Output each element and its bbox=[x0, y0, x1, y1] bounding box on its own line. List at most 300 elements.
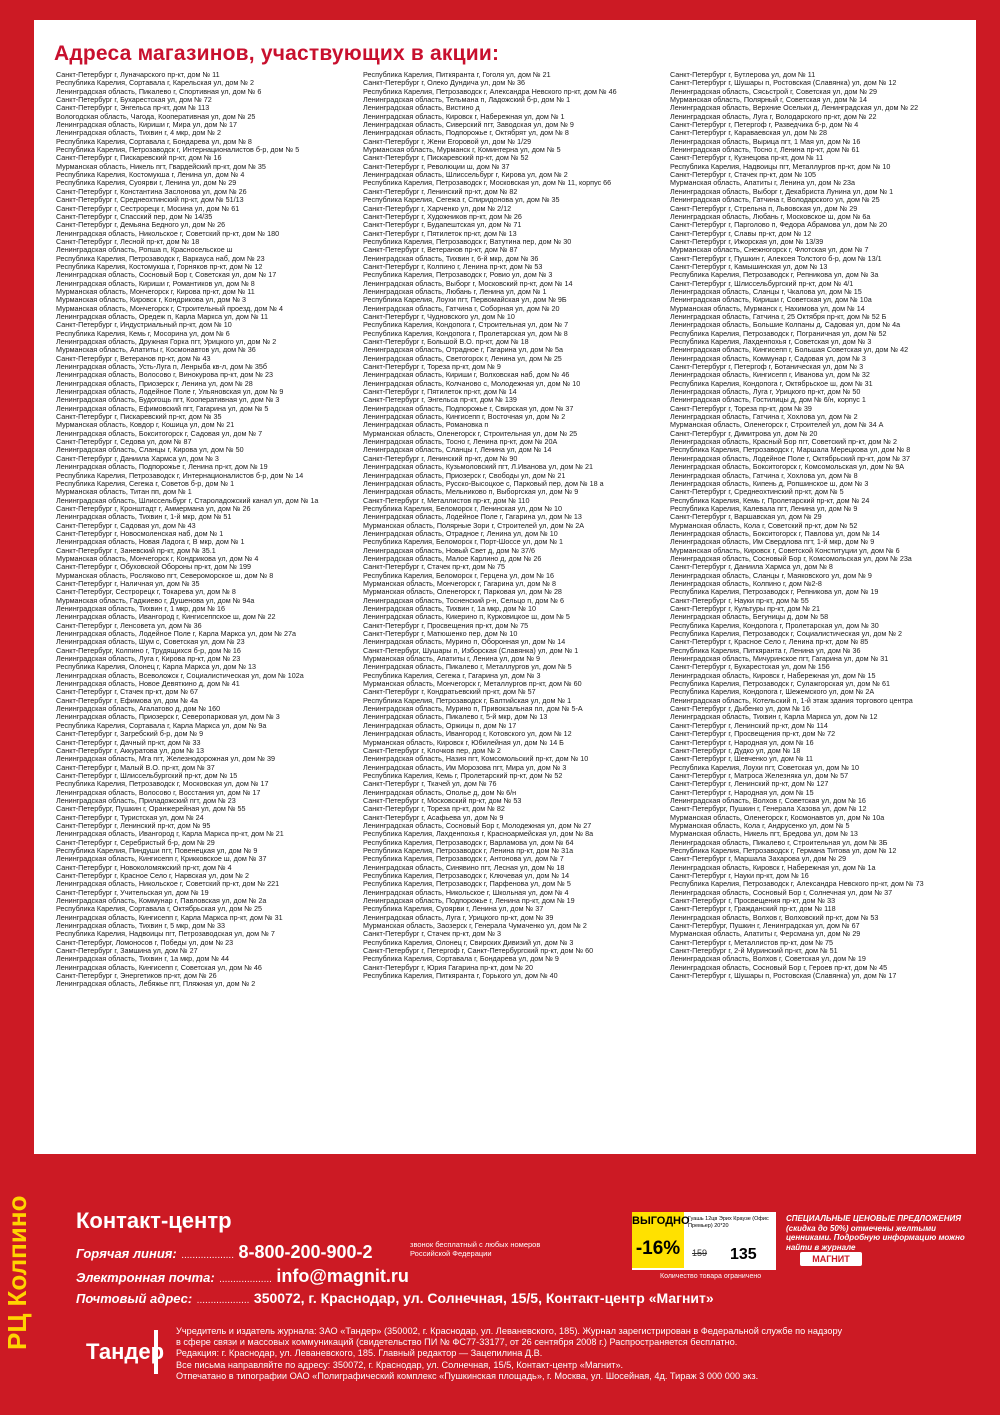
store-address: Ленинградская область, Тихвин г, 1а мкр, дом № 44 bbox=[56, 955, 229, 964]
store-address: Республика Карелия, Кондопога г, Пролетарская ул, дом № 8 bbox=[363, 329, 568, 338]
store-address: Санкт-Петербург, Шушары п, Изборская (Славянка) ул, дом № 1 bbox=[363, 646, 579, 655]
store-address: Ленинградская область, Гостилицы д, дом № 6/н, корпус 1 bbox=[670, 396, 866, 405]
store-address: Республика Карелия, Беломорск г, Герцена ул, дом № 16 bbox=[363, 571, 554, 580]
store-address: Республика Карелия, Кондопога г, Октябрьское ш, дом № 31 bbox=[670, 379, 873, 388]
store-address: Ленинградская область, Ропша п, Красносельское ш bbox=[56, 246, 233, 255]
store-address: Республика Карелия, Петрозаводск г, Антонова ул, дом № 7 bbox=[363, 855, 564, 864]
store-address: Ленинградская область, Будогощь пгт, Кооперативная ул, дом № 3 bbox=[56, 396, 280, 405]
store-address: Ленинградская область, Тихвин г, 4 мкр, дом № 2 bbox=[56, 129, 221, 138]
store-address: Санкт-Петербург г, Красное Село г, Ленина пр-кт, дом № 85 bbox=[670, 638, 869, 647]
store-address: Санкт-Петербург г, Демьяна Бедного ул, дом № 26 bbox=[56, 221, 226, 230]
store-address: Санкт-Петербург г, Металлистов пр-кт, дом № 75 bbox=[670, 938, 833, 947]
store-address: Республика Карелия, Питкяранта г, Горького ул, дом № 40 bbox=[363, 972, 558, 981]
hotline-row bbox=[76, 1242, 373, 1263]
store-address: Мурманская область, Апатиты г, Космонавтов ул, дом № 36 bbox=[56, 346, 256, 355]
store-address: Ленинградская область, Оржицы п, дом № 17 bbox=[363, 721, 517, 730]
store-address: Республика Карелия, Питкяранта г, Гоголя ул, дом № 21 bbox=[363, 71, 551, 79]
store-address: Ленинградская область, Тихвин г, 5 мкр, дом № 33 bbox=[56, 922, 225, 931]
store-address: Республика Карелия, Петрозаводск г, Пограничная ул, дом № 52 bbox=[670, 329, 887, 338]
store-address: Санкт-Петербург г, Просвещения пр-кт, дом № 33 bbox=[670, 897, 836, 906]
store-address: Ленинградская область, Сосновый Бор г, Молодежная ул, дом № 27 bbox=[363, 821, 592, 830]
promo-quantity-note: Количество товара ограничено bbox=[660, 1273, 762, 1280]
store-address: Республика Карелия, Петрозаводск г, Маршала Мерецкова ул, дом № 8 bbox=[670, 446, 911, 455]
store-address: Ленинградская область, Сосновый Бор г, Героев пр-кт, дом № 45 bbox=[670, 963, 888, 972]
email-dots: ................... bbox=[219, 1274, 272, 1285]
store-address: Ленинградская область, Кингисепп г, Восточная ул, дом № 2 bbox=[363, 413, 566, 422]
store-address: Ленинградская область, Приозерск г, Свободы ул, дом № 21 bbox=[363, 471, 566, 480]
store-address: Ленинградская область, Кингисепп г, Карла Маркса пр-кт, дом № 31 bbox=[56, 913, 283, 922]
store-address: Санкт-Петербург г, Петергоф г, Санкт-Петербургский пр-кт, дом № 60 bbox=[363, 947, 594, 956]
store-address: Ленинградская область, Ивангород г, Кингисеппское ш, дом № 22 bbox=[56, 613, 276, 622]
store-address: Мурманская область, Мончегорск г, Кондрикова ул, дом № 4 bbox=[56, 554, 259, 563]
store-address: Санкт-Петербург г, Энгельса пр-кт, дом № 113 bbox=[56, 104, 210, 113]
store-address: Республика Карелия, Петрозаводск г, Ленина пр-кт, дом № 31а bbox=[363, 846, 574, 855]
store-address: Ленинградская область, Шум с, Советская ул, дом № 23 bbox=[56, 638, 245, 647]
store-address: Санкт-Петербург г, Кондратьевский пр-кт, дом № 57 bbox=[363, 688, 536, 697]
store-address: Республика Карелия, Петрозаводск г, Александра Невского пр-кт, дом № 73 bbox=[670, 880, 924, 889]
store-address: Республика Карелия, Калевала пгт, Ленина ул, дом № 9 bbox=[670, 504, 858, 513]
store-address: Санкт-Петербург г, Стачек пр-кт, дом № 67 bbox=[56, 688, 199, 697]
store-address: Санкт-Петербург г, Среднеохтинский пр-кт, дом № 51/13 bbox=[56, 196, 244, 205]
store-address: Ленинградская область, Бокситогорск г, Павлова ул, дом № 14 bbox=[670, 529, 880, 538]
store-address: Санкт-Петербург г, Матюшенко пер, дом № 10 bbox=[363, 630, 518, 639]
store-address: Санкт-Петербург, Пушкин г, Генерала Хазова ул, дом № 12 bbox=[670, 805, 867, 814]
store-address: Ленинградская область, Любань г, Ленина ул, дом № 1 bbox=[363, 287, 547, 296]
store-address: Ленинградская область, Тихвин г, 1а мкр, дом № 10 bbox=[363, 605, 536, 613]
store-address: Мурманская область, Никель пгт, Бредова ул, дом № 13 bbox=[670, 830, 858, 839]
store-address: Ленинградская область, Лодейное Поле г, Карла Маркса ул, дом № 27а bbox=[56, 630, 296, 639]
store-address: Санкт-Петербург г, Ленинский пр-кт, дом № 82 bbox=[363, 187, 518, 196]
store-address: Санкт-Петербург г, Большой В.О. пр-кт, дом № 18 bbox=[363, 338, 529, 346]
store-address: Ленинградская область, Кингисепп г, Иванова ул, дом № 32 bbox=[670, 371, 870, 380]
store-address: Республика Карелия, Петрозаводск г, Репникова ул, дом № 19 bbox=[670, 588, 879, 597]
price-tag-example bbox=[632, 1212, 776, 1270]
store-address: Ленинградская область, Шлиссельбург г, Староладожский канал ул, дом № 1а bbox=[56, 496, 319, 505]
store-address: Ленинградская область, Агалатово д, дом № 160 bbox=[56, 705, 221, 714]
store-address: Республика Карелия, Суоярви г, Ленина ул, дом № 37 bbox=[363, 905, 544, 914]
store-address: Республика Карелия, Беломорск г, Порт-Шоссе ул, дом № 1 bbox=[363, 538, 564, 547]
store-address: Республика Карелия, Кондопога г, Шежемского ул, дом № 2А bbox=[670, 688, 875, 697]
address-column-3 bbox=[670, 71, 970, 980]
store-address: Ленинградская область, Приозерск г, Северопарковая ул, дом № 3 bbox=[56, 713, 280, 722]
store-address: Мурманская область, Заозерск г, Генерала Чумаченко ул, дом № 2 bbox=[363, 922, 587, 931]
store-address: Санкт-Петербург г, Маршала Захарова ул, дом № 29 bbox=[670, 855, 847, 864]
store-address: Ленинградская область, Подпорожье г, Свирская ул, дом № 37 bbox=[363, 404, 574, 413]
store-address: Ленинградская область, Пикалево г, Металлургов ул, дом № 5 bbox=[363, 663, 572, 672]
store-address: Санкт-Петербург г, Наличная ул, дом № 35 bbox=[56, 579, 200, 588]
contact-center-title: Контакт-центр bbox=[76, 1208, 232, 1233]
store-address: Санкт-Петербург г, Науки пр-кт, дом № 16 bbox=[670, 872, 809, 880]
address-column-2 bbox=[363, 71, 668, 980]
store-address: Санкт-Петербург г, Матроса Железняка ул, дом № 57 bbox=[670, 771, 849, 780]
store-address: Санкт-Петербург г, Ветеранов пр-кт, дом № 87 bbox=[363, 246, 518, 255]
store-address: Ленинградская область, Гатчина г, Володарского ул, дом № 25 bbox=[670, 196, 880, 205]
store-address: Санкт-Петербург г, Индустриальный пр-кт, дом № 10 bbox=[56, 321, 232, 330]
store-address: Санкт-Петербург г, Художников пр-кт, дом № 26 bbox=[363, 212, 522, 221]
store-address: Республика Карелия, Лоухи пгт, Первомайская ул, дом № 9Б bbox=[363, 296, 567, 305]
store-address: Ленинградская область, Ополье д, дом № 6/н bbox=[363, 788, 517, 797]
store-address: Санкт-Петербург, Колпино г, Трудящихся б-р, дом № 16 bbox=[56, 646, 241, 655]
store-address: Республика Карелия, Кемь г, Пролетарский пр-кт, дом № 52 bbox=[363, 771, 563, 780]
store-address: Республика Карелия, Кондопога г, Строительная ул, дом № 7 bbox=[363, 321, 569, 330]
store-address: Санкт-Петербург г, Просвещения пр-кт, дом № 72 bbox=[670, 730, 836, 739]
store-address: Мурманская область, Кировск г, Советской Конституции ул, дом № 6 bbox=[670, 546, 900, 555]
store-address: Санкт-Петербург г, Ленинский пр-кт, дом № 127 bbox=[670, 780, 829, 789]
legal-text bbox=[176, 1326, 976, 1382]
store-address: Мурманская область, Никель пгт, Гвардейский пр-кт, дом № 35 bbox=[56, 162, 266, 171]
store-address: Ленинградская область, Большие Колпаны д, Садовая ул, дом № 4а bbox=[670, 321, 901, 330]
store-address: Ленинградская область, Красный Бор пгт, Советский пр-кт, дом № 2 bbox=[670, 438, 897, 447]
store-address: Ленинградская область, Им Свердлова пгт, 1-й мкр, дом № 9 bbox=[670, 538, 875, 547]
store-address: Санкт-Петербург г, Пискаревский пр-кт, дом № 52 bbox=[363, 154, 529, 163]
store-address: Санкт-Петербург г, Новосмоленская наб, дом № 1 bbox=[56, 529, 224, 538]
store-address: Санкт-Петербург г, Ленсовета ул, дом № 36 bbox=[56, 621, 202, 630]
store-address: Санкт-Петербург г, Туристская ул, дом № 24 bbox=[56, 813, 204, 822]
store-address: Ленинградская область, Кингисепп г, Крикковское ш, дом № 37 bbox=[56, 855, 267, 864]
store-address: Ленинградская область, Подпорожье г, Ленина пр-кт, дом № 19 bbox=[56, 463, 268, 472]
email-label: Электронная почта: bbox=[76, 1270, 215, 1285]
store-address: Ленинградская область, Тихвин г, 6-й мкр, дом № 36 bbox=[363, 254, 539, 263]
store-address: Санкт-Петербург г, Садовая ул, дом № 43 bbox=[56, 521, 196, 530]
store-address: Санкт-Петербург г, Науки пр-кт, дом № 55 bbox=[670, 596, 809, 605]
store-address: Ленинградская область, Никольское г, Советский пр-кт, дом № 180 bbox=[56, 229, 280, 238]
store-address: Санкт-Петербург г, Пискаревский пр-кт, дом № 16 bbox=[56, 154, 222, 163]
store-address: Ленинградская область, Мга пгт, Железнодорожная ул, дом № 39 bbox=[56, 755, 275, 764]
store-address: Ленинградская область, Новый Свет д, дом № 37/6 bbox=[363, 546, 536, 555]
store-address: Мурманская область, Апатиты г, Ферсмана ул, дом № 29 bbox=[670, 930, 861, 939]
store-address: Республика Карелия, Беломорск г, Ленинская ул, дом № 10 bbox=[363, 504, 563, 513]
store-address: Санкт-Петербург г, Замшина ул, дом № 27 bbox=[56, 947, 198, 956]
store-address: Ленинградская область, Лодейное Поле г, Ульяновская ул, дом № 9 bbox=[56, 388, 284, 397]
store-address: Ленинградская область, Гатчина г, Хохлова ул, дом № 8 bbox=[670, 471, 858, 480]
store-address: Санкт-Петербург г, Бухарестская ул, дом № 156 bbox=[670, 663, 830, 672]
store-address: Ленинградская область, Дружная Горка пгт, Урицкого ул, дом № 2 bbox=[56, 338, 277, 346]
store-address: Мурманская область, Оленегорск г, Строительная ул, дом № 25 bbox=[363, 429, 578, 438]
store-address: Ленинградская область, Кириши г, Мира ул, дом № 17 bbox=[56, 121, 238, 130]
store-address: Ленинградская область, Волхов г, Советская ул, дом № 19 bbox=[670, 955, 866, 964]
store-address: Республика Карелия, Петрозаводск г, Интернационалистов б-р, дом № 5 bbox=[56, 146, 300, 155]
store-address: Ленинградская область, Кировск г, Набережная ул, дом № 1 bbox=[363, 112, 565, 121]
store-address: Санкт-Петербург г, Лесной пр-кт, дом № 18 bbox=[56, 237, 200, 246]
store-address: Мурманская область, Кола г, Андрусенко ул, дом № 5 bbox=[670, 821, 850, 830]
store-address: Санкт-Петербург г, Народная ул, дом № 15 bbox=[670, 788, 814, 797]
store-address: Санкт-Петербург г, Славы пр-кт, дом № 12 bbox=[670, 229, 812, 238]
store-address: Санкт-Петербург г, Юрия Гагарина пр-кт, дом № 20 bbox=[363, 963, 534, 972]
promo-old-price: 159 bbox=[692, 1248, 708, 1258]
store-address: Республика Карелия, Лоухи пгт, Советская ул, дом № 10 bbox=[670, 763, 859, 772]
store-address: Санкт-Петербург г, Ленинский пр-кт, дом № 95 bbox=[56, 821, 211, 830]
store-address: Ленинградская область, Никольское г, Советский пр-кт, дом № 221 bbox=[56, 880, 280, 889]
store-address: Ленинградская область, Пикалево г, Спортивная ул, дом № 6 bbox=[56, 87, 262, 96]
store-address: Республика Карелия, Суоярви г, Ленина ул, дом № 29 bbox=[56, 179, 237, 188]
store-address: Республика Карелия, Надвоицы пгт, Петрозаводская ул, дом № 7 bbox=[56, 930, 275, 939]
store-address: Санкт-Петербург г, Энергетиков пр-кт, дом № 26 bbox=[56, 972, 217, 981]
store-address: Санкт-Петербург г, Парголово п, Федора Абрамова ул, дом № 20 bbox=[670, 221, 887, 230]
store-address: Ленинградская область, Пикалево г, 5-й мкр, дом № 13 bbox=[363, 713, 548, 722]
store-address: Ленинградская область, Коммунар г, Садовая ул, дом № 3 bbox=[670, 354, 866, 363]
promo-discount: -16% bbox=[632, 1230, 684, 1268]
store-address: Санкт-Петербург г, Культуры пр-кт, дом № 21 bbox=[670, 605, 820, 613]
store-address: Ленинградская область, Тихвин г, 1-й мкр, дом № 51 bbox=[56, 513, 232, 522]
store-address: Санкт-Петербург г, Дыбенко ул, дом № 16 bbox=[670, 705, 810, 714]
store-address: Ленинградская область, Лодейное Поле г, Октябрьский пр-кт, дом № 37 bbox=[670, 454, 910, 463]
store-address: Санкт-Петербург г, Седова ул, дом № 87 bbox=[56, 438, 192, 447]
magnit-logo: МАГНИТ bbox=[800, 1252, 862, 1266]
store-address: Санкт-Петербург г, Караваевская ул, дом № 28 bbox=[670, 129, 827, 138]
store-address: Ленинградская область, Гатчина г, Хохлова ул, дом № 2 bbox=[670, 413, 858, 422]
store-address: Ленинградская область, Луга г, Урицкого пр-кт, дом № 50 bbox=[670, 388, 861, 397]
store-address: Санкт-Петербург г, Кронштадт г, Аммермана ул, дом № 26 bbox=[56, 504, 251, 513]
store-address: Санкт-Петербург г, Пятилеток пр-кт, дом № 14 bbox=[363, 388, 517, 397]
store-address: Ленинградская область, Бокситогорск г, Комсомольская ул, дом № 9А bbox=[670, 463, 905, 472]
store-address: Санкт-Петербург г, Луначарского пр-кт, дом № 11 bbox=[56, 71, 220, 79]
store-address: Ленинградская область, Синявино пгт, Лесная ул, дом № 18 bbox=[363, 863, 565, 872]
store-address: Мурманская область, Мончегорск г, Кирова пр-кт, дом № 11 bbox=[56, 287, 255, 296]
store-address: Ленинградская область, Верхние Осельки д, Ленинградская ул, дом № 22 bbox=[670, 104, 919, 113]
store-address: Санкт-Петербург г, Загребский б-р, дом № 9 bbox=[56, 730, 204, 739]
store-address: Ленинградская область, Выборг г, Декабриста Лунина ул, дом № 1 bbox=[670, 187, 894, 196]
store-address: Республика Карелия, Кемь г, Пролетарский пр-кт, дом № 24 bbox=[670, 496, 870, 505]
postal-row bbox=[76, 1290, 714, 1308]
store-address: Республика Карелия, Петрозаводск г, Московская ул, дом № 11, корпус 66 bbox=[363, 179, 612, 188]
store-address: Санкт-Петербург г, Петергоф г, Ботаническая ул, дом № 3 bbox=[670, 363, 864, 372]
store-address: Санкт-Петербург г, Кузнецова пр-кт, дом № 11 bbox=[670, 154, 824, 163]
store-address: Санкт-Петербург г, Димитрова ул, дом № 20 bbox=[670, 429, 818, 438]
store-address: Санкт-Петербург г, Харченко ул, дом № 2/12 bbox=[363, 204, 512, 213]
store-address: Ленинградская область, Сосновый Бор г, Советская ул, дом № 17 bbox=[56, 271, 277, 280]
store-address: Республика Карелия, Надвоицы пгт, Металлургов пр-кт, дом № 10 bbox=[670, 162, 891, 171]
store-address: Санкт-Петербург, Ломоносов г, Победы ул, дом № 23 bbox=[56, 938, 234, 947]
page-title: Адреса магазинов, участвующих в акции: bbox=[54, 42, 500, 65]
store-address: Санкт-Петербург г, Шушары п, Ростовская (Славянка) ул, дом № 17 bbox=[670, 972, 897, 981]
tander-logo: Тандер bbox=[86, 1330, 158, 1374]
store-address: Ленинградская область, Гатчина г, 25 Октября пр-кт, дом № 52 Б bbox=[670, 312, 887, 321]
store-address: Санкт-Петербург г, Ефимова ул, дом № 4а bbox=[56, 696, 198, 705]
store-address: Санкт-Петербург г, Тореза пр-кт, дом № 39 bbox=[670, 404, 812, 413]
store-address: Ленинградская область, Мурино п, Привокзальная пл, дом № 5-А bbox=[363, 705, 583, 714]
address-column-1 bbox=[56, 71, 361, 989]
store-address: Ленинградская область, Кикерино п, Курковицкое ш, дом № 5 bbox=[363, 613, 570, 622]
email-row bbox=[76, 1266, 409, 1287]
store-address: Санкт-Петербург, Пушкин г, Ленинградская ул, дом № 67 bbox=[670, 922, 860, 931]
store-address: Республика Карелия, Петрозаводск г, Александра Невского пр-кт, дом № 46 bbox=[363, 87, 617, 96]
store-address: Ленинградская область, Волосово г, Восстания ул, дом № 17 bbox=[56, 788, 261, 797]
store-address: Ленинградская область, Тельмана п, Ладожский б-р, дом № 1 bbox=[363, 96, 571, 105]
special-offers-text: СПЕЦИАЛЬНЫЕ ЦЕНОВЫЕ ПРЕДЛОЖЕНИЯ (скидка до 50%) отмечены желтыми ценниками. Подробную информацию можно найти в журнале bbox=[786, 1214, 965, 1252]
store-address: Республика Карелия, Сортавала г, Бондарева ул, дом № 8 bbox=[56, 137, 252, 146]
store-address: Республика Карелия, Петрозаводск г, Германа Титова ул, дом № 12 bbox=[670, 846, 897, 855]
store-address: Ленинградская область, Подпорожье г, Ленина пр-кт, дом № 19 bbox=[363, 897, 575, 906]
store-address: Ленинградская область, Мельниково п, Выборгская ул, дом № 9 bbox=[363, 488, 579, 497]
store-address: Санкт-Петербург г, 2-й Муринский пр-кт, дом № 51 bbox=[670, 947, 838, 956]
hotline-note: звонок бесплатный с любых номеров Российской Федерации bbox=[410, 1240, 541, 1258]
hotline-number[interactable]: 8-800-200-900-2 bbox=[238, 1242, 373, 1262]
store-address: Республика Карелия, Петрозаводск г, Варламова ул, дом № 64 bbox=[363, 838, 574, 847]
store-address: Ленинградская область, Ивангород г, Карла Маркса пр-кт, дом № 21 bbox=[56, 830, 284, 839]
store-address: Мурманская область, Мончегорск г, Строительный проезд, дом № 4 bbox=[56, 304, 284, 313]
store-address: Санкт-Петербург г, Ижорская ул, дом № 13/39 bbox=[670, 237, 824, 246]
store-address: Ленинградская область, Вырица пгт, 1 Мая ул, дом № 16 bbox=[670, 137, 861, 146]
store-address: Ленинградская область, Новое Девяткино д, дом № 41 bbox=[56, 680, 240, 689]
store-address: Ленинградская область, Тосно г, Ленина пр-кт, дом № 20А bbox=[363, 438, 558, 447]
store-address: Республика Карелия, Сегежа г, Советов б-р, дом № 1 bbox=[56, 479, 235, 488]
store-address: Мурманская область, Кола г, Советский пр-кт, дом № 52 bbox=[670, 521, 858, 530]
store-address: Санкт-Петербург г, Стрельна п, Львовская ул, дом № 29 bbox=[670, 204, 858, 213]
store-address: Мурманская область, Мончегорск г, Гагарина ул, дом № 8 bbox=[363, 579, 556, 588]
store-address: Ленинградская область, Кировск г, Набережная ул, дом № 1а bbox=[670, 863, 876, 872]
postal-address: 350072, г. Краснодар, ул. Солнечная, 15/5, Контакт-центр «Магнит» bbox=[253, 1290, 714, 1306]
store-address: Санкт-Петербург г, Клочков пер, дом № 2 bbox=[363, 746, 501, 755]
store-address: Ленинградская область, Новая Ладога г, В мкр, дом № 1 bbox=[56, 538, 245, 547]
store-address: Ленинградская область, Романовка п bbox=[363, 421, 489, 430]
email-link[interactable]: info@magnit.ru bbox=[276, 1266, 409, 1286]
store-address: Республика Карелия, Петрозаводск г, Парфенова ул, дом № 5 bbox=[363, 880, 571, 889]
store-address: Санкт-Петербург г, Ветеранов пр-кт, дом № 43 bbox=[56, 354, 211, 363]
store-address: Ленинградская область, Тихвин г, Карла Маркса ул, дом № 12 bbox=[670, 713, 878, 722]
store-address: Республика Карелия, Сегежа г, Спиридонова ул, дом № 35 bbox=[363, 196, 560, 205]
promo-new-price: 135 bbox=[730, 1246, 757, 1263]
store-address: Ленинградская область, Шлиссельбург г, Кирова ул, дом № 2 bbox=[363, 171, 568, 180]
store-address: Республика Карелия, Петрозаводск г, Ровио ул, дом № 3 bbox=[363, 271, 553, 280]
store-address: Ленинградская область, Никольское г, Школьная ул, дом № 4 bbox=[363, 888, 569, 897]
store-address: Ленинградская область, Бокситогорск г, Садовая ул, дом № 7 bbox=[56, 429, 263, 438]
store-address: Мурманская область, Снежногорск г, Флотская ул, дом № 7 bbox=[670, 246, 869, 255]
store-address: Ленинградская область, Коммунар г, Павловская ул, дом № 2а bbox=[56, 897, 267, 906]
promo-description: Гуашь 12цв Эрих Краузе (Офис Премьер) 20*20 bbox=[688, 1216, 769, 1229]
store-address: Ленинградская область, Кингисепп г, Большая Советская ул, дом № 42 bbox=[670, 346, 909, 355]
store-address: Мурманская область, Кировск г, Кондрикова ул, дом № 3 bbox=[56, 296, 247, 305]
store-address: Ленинградская область, Колчаново с, Молодежная ул, дом № 10 bbox=[363, 379, 581, 388]
store-address: Республика Карелия, Петрозаводск г, Социалистическая ул, дом № 2 bbox=[670, 630, 903, 639]
store-address: Санкт-Петербург г, Будапештская ул, дом № 71 bbox=[363, 221, 522, 230]
store-address: Республика Карелия, Кемь г, Мосорина ул, дом № 6 bbox=[56, 329, 230, 338]
store-address: Ленинградская область, Любань г, Московское ш, дом № 6а bbox=[670, 212, 871, 221]
store-address: Ленинградская область, Кириши г, Волховская наб, дом № 46 bbox=[363, 371, 570, 380]
store-address: Мурманская область, Ковдор г, Кошица ул, дом № 21 bbox=[56, 421, 235, 430]
hotline-label: Горячая линия: bbox=[76, 1246, 177, 1261]
store-address: Санкт-Петербург г, Варшавская ул, дом № 29 bbox=[670, 513, 822, 522]
store-address: Санкт-Петербург г, Ткачей ул, дом № 76 bbox=[363, 780, 497, 789]
store-address: Санкт-Петербург г, Жени Егоровой ул, дом № 1/29 bbox=[363, 137, 532, 146]
store-address: Республика Карелия, Сортавала г, Карла Маркса ул, дом № 9а bbox=[56, 721, 267, 730]
store-address: Республика Карелия, Петрозаводск г, Сулажгорская ул, дом № 61 bbox=[670, 680, 890, 689]
store-address: Санкт-Петербург г, Спасский пер, дом № 14/35 bbox=[56, 212, 213, 221]
store-address: Санкт-Петербург г, Московский пр-кт, дом № 53 bbox=[363, 796, 522, 805]
store-address: Республика Карелия, Лахденпохья г, Красноармейская ул, дом № 8а bbox=[363, 830, 594, 839]
store-address: Санкт-Петербург г, Ленинский пр-кт, дом № 90 bbox=[363, 454, 518, 463]
store-address: Республика Карелия, Сортавала г, Октябрьская ул, дом № 25 bbox=[56, 905, 262, 914]
store-address: Санкт-Петербург г, Пискаревский пр-кт, дом № 35 bbox=[56, 413, 222, 422]
store-address: Ленинградская область, Сясьстрой г, Советская ул, дом № 29 bbox=[670, 87, 878, 96]
store-address: Санкт-Петербург г, Революции ш, дом № 37 bbox=[363, 162, 510, 171]
store-address: Санкт-Петербург г, Просвещения пр-кт, дом № 75 bbox=[363, 621, 529, 630]
store-address: Ленинградская область, Вистино д bbox=[363, 104, 480, 113]
store-address: Санкт-Петербург г, Тореза пр-кт, дом № 9 bbox=[363, 363, 501, 372]
store-address: Ленинградская область, Подпорожье г, Октябрят ул, дом № 8 bbox=[363, 129, 569, 138]
store-address: Ленинградская область, Бегуницы д, дом № 58 bbox=[670, 613, 829, 622]
store-address: Санкт-Петербург г, Народная ул, дом № 16 bbox=[670, 738, 814, 747]
store-address: Санкт-Петербург г, Гражданский пр-кт, дом № 118 bbox=[670, 905, 836, 914]
store-address: Санкт-Петербург г, Ленинский пр-кт, дом № 114 bbox=[670, 721, 828, 730]
store-address: Республика Карелия, Пиндуши пгт, Повенецкая ул, дом № 9 bbox=[56, 846, 258, 855]
store-address: Ленинградская область, Волхов г, Советская ул, дом № 16 bbox=[670, 796, 866, 805]
store-address: Ленинградская область, Светогорск г, Ленина ул, дом № 25 bbox=[363, 354, 562, 363]
store-address: Санкт-Петербург г, Асафьева ул, дом № 9 bbox=[363, 813, 504, 822]
store-address: Ленинградская область, Луга г, Урицкого пр-кт, дом № 39 bbox=[363, 913, 554, 922]
store-address: Санкт-Петербург г, Стачек пр-кт, дом № 3 bbox=[363, 930, 502, 939]
legal-line: Отпечатано в типографии ОАО «Полиграфический комплекс «Пушкинская площадь», г. Москва, ул. Шосейная, 4д. Тираж 3 000 000 экз. bbox=[176, 1370, 759, 1381]
store-address: Республика Карелия, Олонец г, Карла Маркса ул, дом № 13 bbox=[56, 663, 257, 672]
store-address: Ленинградская область, Усть-Луга п, Ленрыба кв-л, дом № 35б bbox=[56, 363, 267, 372]
store-address: Вологодская область, Чагода, Кооперативная ул, дом № 25 bbox=[56, 112, 256, 121]
store-address: Ленинградская область, Сланцы г, Чкалова ул, дом № 15 bbox=[670, 287, 862, 296]
store-address: Ленинградская область, Луга г, Володарского пр-кт, дом № 22 bbox=[670, 112, 877, 121]
store-address: Санкт-Петербург г, Обуховской Обороны пр-кт, дом № 199 bbox=[56, 563, 251, 572]
store-address: Мурманская область, Гаджиево г, Душенова ул, дом № 94а bbox=[56, 596, 255, 605]
store-address: Санкт-Петербург г, Стачек пр-кт, дом № 75 bbox=[363, 563, 506, 572]
store-address: Республика Карелия, Питкяранта г, Ленина ул, дом № 36 bbox=[670, 646, 861, 655]
store-address: Санкт-Петербург г, Дачный пр-кт, дом № 33 bbox=[56, 738, 201, 747]
store-address: Санкт-Петербург, Сестрорецк г, Токарева ул, дом № 8 bbox=[56, 588, 236, 597]
store-address: Республика Карелия, Петрозаводск г, Ключевая ул, дом № 14 bbox=[363, 872, 570, 880]
store-address: Санкт-Петербург г, Серебристый б-р, дом № 29 bbox=[56, 838, 215, 847]
hotline-dots: ................... bbox=[181, 1250, 234, 1261]
store-address: Мурманская область, Мончегорск г, Металлургов пр-кт, дом № 60 bbox=[363, 680, 582, 689]
store-address: Санкт-Петербург г, Пятилеток пр-кт, дом № 13 bbox=[363, 229, 517, 238]
store-address: Ленинградская область, Кингисепп г, Советская ул, дом № 46 bbox=[56, 963, 262, 972]
store-address: Республика Карелия, Костомукша г, Ленина ул, дом № 4 bbox=[56, 171, 245, 180]
store-address: Республика Карелия, Петрозаводск г, Варкауса наб, дом № 23 bbox=[56, 254, 265, 263]
store-address: Мурманская область, Апатиты г, Ленина ул, дом № 9 bbox=[363, 655, 541, 664]
store-address: Санкт-Петербург г, Чудновского ул, дом № 10 bbox=[363, 312, 515, 321]
store-address: Санкт-Петербург г, Камышинская ул, дом № 13 bbox=[670, 262, 828, 271]
postal-dots: ................... bbox=[196, 1295, 250, 1306]
store-address: Ленинградская область, Сосновый Бор г, Солнечная ул, дом № 37 bbox=[670, 888, 893, 897]
store-address: Ленинградская область, Тосненский р-н, Сельцо п, дом № 6 bbox=[363, 596, 564, 605]
store-address: Санкт-Петербург г, Шлиссельбургский пр-кт, дом № 4/1 bbox=[670, 279, 854, 288]
store-address: Республика Карелия, Сегежа г, Гагарина ул, дом № 3 bbox=[363, 671, 541, 680]
store-address: Ленинградская область, Гатчина г, Соборная ул, дом № 20 bbox=[363, 304, 560, 313]
store-address: Ленинградская область, Оредеж п, Карла Маркса ул, дом № 11 bbox=[56, 312, 269, 321]
store-address: Республика Карелия, Сортавала г, Бондарева ул, дом № 9 bbox=[363, 955, 559, 964]
store-address: Санкт-Петербург г, Новоколомяжский пр-кт, дом № 4 bbox=[56, 863, 232, 872]
store-address: Мурманская область, Мурманск г, Нахимова ул, дом № 14 bbox=[670, 304, 865, 313]
store-address: Ленинградская область, Волхов г, Волховский пр-кт, дом № 53 bbox=[670, 913, 879, 922]
store-address: Ленинградская область, Тихвин г, 1 мкр, дом № 16 bbox=[56, 605, 225, 613]
store-address: Ленинградская область, Отрадное г, Ленина ул, дом № 10 bbox=[363, 529, 558, 538]
store-address: Ленинградская область, Приозерск г, Ленина ул, дом № 28 bbox=[56, 379, 253, 388]
legal-line: Учредитель и издатель журнала: ЗАО «Тандер» (350002, г. Краснодар, ул. Леваневского, 185). Журнал зарегистрирован в Федеральной службе по надзору bbox=[176, 1326, 843, 1336]
store-address: Республика Карелия, Петрозаводск г, Ватутина пер, дом № 30 bbox=[363, 237, 572, 246]
store-address: Санкт-Петербург г, Петергоф г, Разведчика б-р, дом № 4 bbox=[670, 121, 859, 130]
store-address: Республика Карелия, Петрозаводск г, Интернационалистов б-р, дом № 14 bbox=[56, 471, 304, 480]
store-address: Республика Карелия, Сортавала г, Карельская ул, дом № 2 bbox=[56, 79, 254, 88]
store-address: Мурманская область, Апатиты г, Ленина ул, дом № 23а bbox=[670, 179, 856, 188]
postal-label: Почтовый адрес: bbox=[76, 1291, 193, 1306]
store-address: Ленинградская область, Выборг г, Московский пр-кт, дом № 14 bbox=[363, 279, 573, 288]
store-address: Ленинградская область, Кириши г, Романтиков ул, дом № 8 bbox=[56, 279, 255, 288]
store-address: Ленинградская область, Лодейное Поле г, Гагарина ул, дом № 13 bbox=[363, 513, 582, 522]
store-address: Санкт-Петербург г, Даниила Хармса ул, дом № 8 bbox=[670, 563, 833, 572]
store-address: Республика Карелия, Кондопога г, Пролетарская ул, дом № 30 bbox=[670, 621, 879, 630]
store-address: Республика Карелия, Петрозаводск г, Балтийская ул, дом № 1 bbox=[363, 696, 572, 705]
store-address: Санкт-Петербург г, Стачек пр-кт, дом № 105 bbox=[670, 171, 817, 180]
store-address: Санкт-Петербург г, Красное Село г, Нарвская ул, дом № 2 bbox=[56, 872, 249, 880]
legal-line: в сфере связи и массовых коммуникаций (свидетельство ПИ № ФС77-33177, от 26 сентября 2008 г.) Распространяется бесплатно. bbox=[176, 1337, 738, 1348]
store-address: Мурманская область, Титан пп, дом № 1 bbox=[56, 488, 192, 497]
store-address: Ленинградская область, Кировск г, Набережная ул, дом № 15 bbox=[670, 671, 876, 680]
store-address: Ленинградская область, Сланцы г, Ленина ул, дом № 14 bbox=[363, 446, 552, 455]
